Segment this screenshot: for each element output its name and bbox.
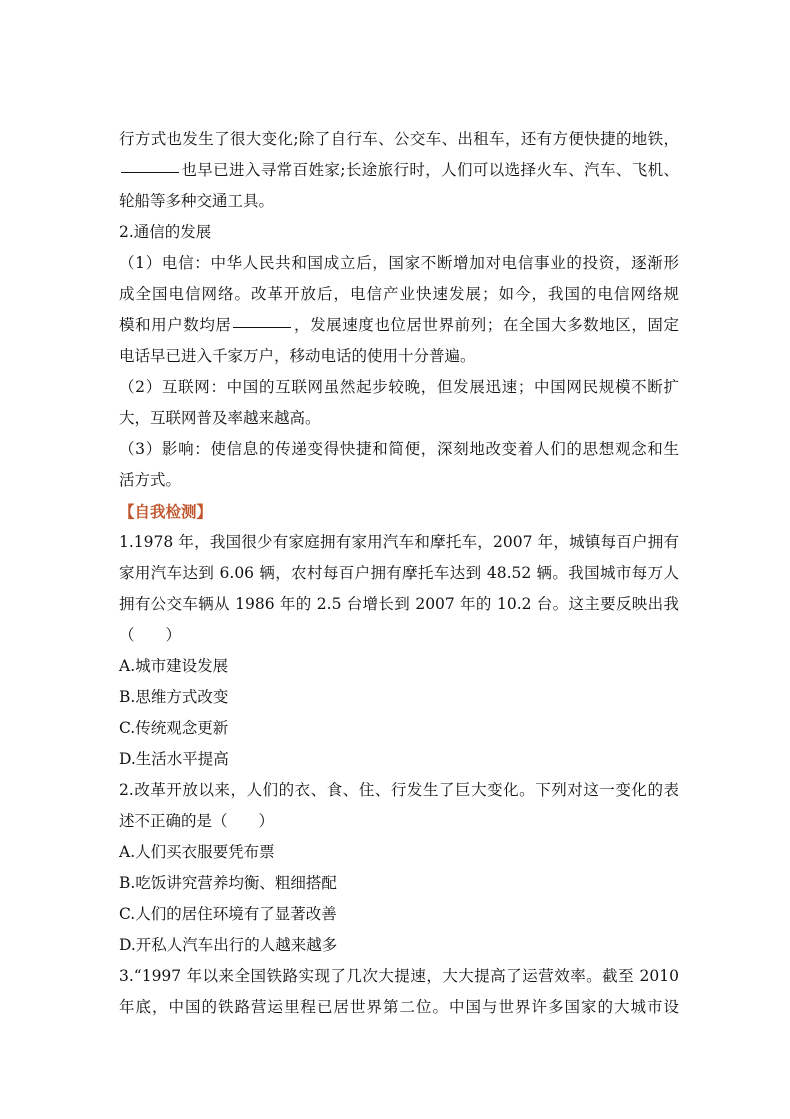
question-2-line-1: 2.改革开放以来，人们的衣、食、住、行发生了巨大变化。下列对这一变化的表 bbox=[119, 781, 679, 799]
question-1-option-d: D.生活水平提高 bbox=[119, 750, 229, 768]
question-3-line-1: 3.“1997 年以来全国铁路实现了几次大提速，大大提高了运营效率。截至 2010 bbox=[119, 967, 679, 985]
telecom-line-3 bbox=[119, 310, 679, 341]
transport-line-2-text: 也早已进入寻常百姓家;长途旅行时，人们可以选择火车、汽车、飞机、 bbox=[181, 161, 679, 179]
fill-in-blank bbox=[233, 326, 291, 328]
telecom-line-1: （1）电信：中华人民共和国成立后，国家不断增加对电信事业的投资，逐渐形 bbox=[119, 254, 679, 272]
question-2-option-b: B.吃饭讲究营养均衡、粗细搭配 bbox=[119, 874, 337, 892]
telecom-line-3-start: 模和用户数均居 bbox=[119, 316, 232, 334]
question-1-line-2: 家用汽车达到 6.06 辆，农村每百户拥有摩托车达到 48.52 辆。我国城市每万人 bbox=[119, 564, 679, 582]
fill-in-blank bbox=[121, 171, 179, 173]
internet-line-1: （2）互联网：中国的互联网虽然起步较晚，但发展迅速；中国网民规模不断扩 bbox=[119, 378, 679, 396]
impact-line-1: （3）影响：使信息的传递变得快捷和简便，深刻地改变着人们的思想观念和生 bbox=[119, 440, 679, 458]
question-1-option-c: C.传统观念更新 bbox=[119, 719, 229, 737]
question-1-answer-bracket: （ ） bbox=[119, 626, 182, 644]
telecom-line-2: 成全国电信网络。改革开放后，电信产业快速发展；如今，我国的电信网络规 bbox=[119, 285, 679, 303]
question-1-line-1: 1.1978 年，我国很少有家庭拥有家用汽车和摩托车，2007 年，城镇每百户拥有 bbox=[119, 533, 679, 551]
impact-line-2: 活方式。 bbox=[119, 471, 182, 489]
question-1-option-a: A.城市建设发展 bbox=[119, 657, 229, 675]
telecom-line-4: 电话早已进入千家万户，移动电话的使用十分普遍。 bbox=[119, 347, 476, 365]
transport-line-1: 行方式也发生了很大变化;除了自行车、公交车、出租车，还有方便快捷的地铁， bbox=[119, 130, 679, 148]
question-1-line-3: 拥有公交车辆从 1986 年的 2.5 台增长到 2007 年的 10.2 台。这主要反映出我 bbox=[119, 595, 679, 613]
question-2-option-d: D.开私人汽车出行的人越来越多 bbox=[119, 936, 338, 954]
section-title-communication: 2.通信的发展 bbox=[119, 223, 212, 241]
question-3-line-2: 年底，中国的铁路营运里程已居世界第二位。中国与世界许多国家的大城市设 bbox=[119, 998, 679, 1016]
question-2-option-a: A.人们买衣服要凭布票 bbox=[119, 843, 275, 861]
self-test-heading: 【自我检测】 bbox=[119, 502, 213, 521]
question-2-option-c: C.人们的居住环境有了显著改善 bbox=[119, 905, 337, 923]
internet-line-2: 大，互联网普及率越来越高。 bbox=[119, 409, 321, 427]
document-page bbox=[119, 124, 679, 1023]
question-2-line-2: 述不正确的是（ ） bbox=[119, 812, 275, 830]
telecom-line-3-end: ，发展速度也位居世界前列；在全国大多数地区，固定 bbox=[293, 316, 679, 334]
transport-line-2 bbox=[119, 155, 679, 186]
transport-line-3: 轮船等多种交通工具。 bbox=[119, 192, 275, 210]
question-1-option-b: B.思维方式改变 bbox=[119, 688, 229, 706]
